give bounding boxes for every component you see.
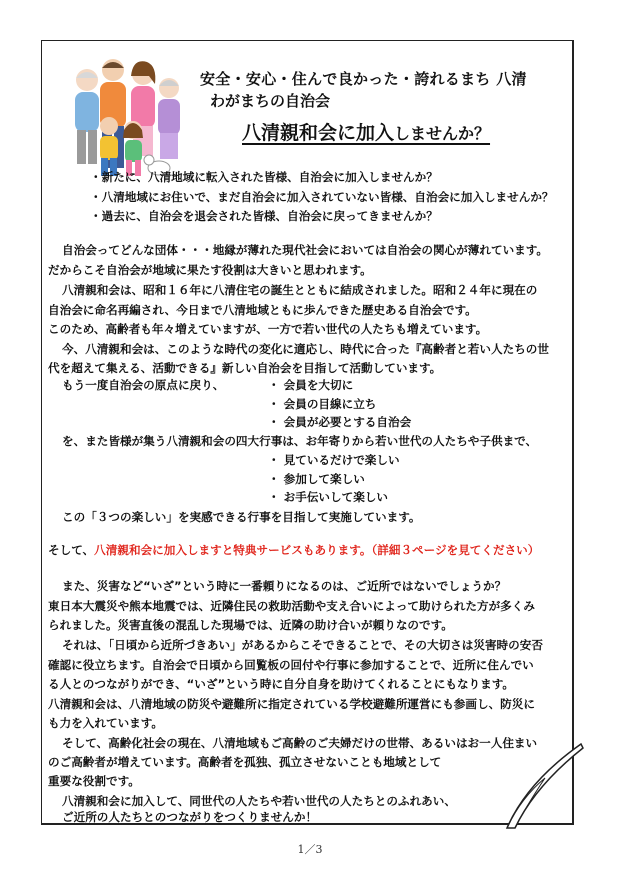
origin-lead: もう一度自治会の原点に戻り、	[62, 378, 225, 392]
body-line: このため、高齢者も年々増えていますが、一方で若い世代の人たちも増えています。	[48, 322, 488, 336]
intro-bullet: ・新たに、八清地域に転入された皆様、自治会に加入しませんか？	[90, 170, 438, 184]
body-line: 確認に役立ちます。自治会で日頃から回覧板の回付や行事に参加することで、近所に住んでい	[48, 658, 534, 672]
family-illustration	[63, 54, 189, 182]
origin-point: ・ 会員が必要とする自治会	[268, 415, 412, 429]
body-line: だからこそ自治会が地域に果たす役割は大きいと思われます。	[48, 263, 372, 277]
events-lead: を、また皆様が集う八清親和会の四大行事は、お年寄りから若い世代の人たちや子供まで、	[62, 434, 538, 448]
page-title-main: 八清親和会に加入	[242, 122, 395, 144]
body-line: 八清親和会は、八清地域の防災や避難所に指定されている学校避難所運営にも参画し、防災に	[48, 697, 535, 711]
page-subtitle: わがまちの自治会	[210, 92, 331, 110]
benefit-prefix: そして、	[48, 543, 95, 557]
intro-bullet: ・過去に、自治会を退会された皆様、自治会に戻ってきませんか？	[90, 209, 438, 223]
benefit-notice	[48, 545, 539, 557]
origin-point: ・ 会員を大切に	[268, 378, 354, 392]
body-line: それは、「日頃から近所づきあい」があるからこそできることで、その大切さは災害時の安否	[62, 638, 543, 652]
slogan: 安全・安心・住んで良かった・誇れるまち 八清	[200, 70, 527, 88]
body-line: 代を超えて集える、活動できる』新しい自治会を目指して活動しています。	[48, 361, 442, 375]
body-line: 自治会に命名再編され、今日まで八清地域ともに歩んできた歴史ある自治会です。	[48, 303, 477, 317]
page-number: 1／3	[297, 843, 323, 856]
benefit-highlight: 八清親和会に加入しますと特典サービスもあります。（詳細３ページを見てください）	[94, 543, 540, 557]
body-line: 今、八清親和会は、このような時代の変化に適応し、時代に合った『高齢者と若い人たちの世	[62, 342, 549, 356]
body-line: そして、高齢化社会の現在、八清地域もご高齢のご夫婦だけの世帯、あるいはお一人住まい	[62, 736, 538, 750]
body-line: られました。災害直後の混乱した現場では、近隣の助け合いが頼りなのです。	[48, 618, 453, 632]
fun-point: ・ お手伝いして楽しい	[268, 490, 388, 504]
page-title	[242, 118, 490, 145]
body-line: ご近所の人たちとのつながりをつくりませんか！	[62, 810, 318, 824]
body-line: のご高齢者が増えています。高齢者を孤独、孤立させないことも地域として	[48, 755, 442, 769]
body-line: 八清親和会は、昭和１６年に八清住宅の誕生とともに結成されました。昭和２４年に現在の	[62, 283, 538, 297]
body-line: る人とのつながりができ、“いざ”という時に自分自身を助けてくれることにもなります。	[48, 677, 515, 691]
body-line: 東日本大震災や熊本地震では、近隣住民の救助活動や支え合いによって助けられた方が多くみ	[48, 599, 535, 613]
page-curl-decoration	[505, 742, 585, 830]
origin-point: ・ 会員の目線に立ち	[268, 397, 377, 411]
body-line: 自治会ってどんな団体・・・地縁が薄れた現代社会においては自治会の関心が薄れています。	[62, 243, 549, 257]
fun-point: ・ 見ているだけで楽しい	[268, 453, 400, 467]
fun-point: ・ 参加して楽しい	[268, 472, 365, 486]
body-line: 八清親和会に加入して、同世代の人たちや若い世代の人たちとのふれあい、	[62, 794, 456, 808]
page-title-tail: しませんか？	[394, 124, 491, 143]
body-line: 重要な役割です。	[48, 774, 140, 788]
fun-close: この「３つの楽しい」を実感できる行事を目指して実施しています。	[62, 510, 421, 524]
body-line: も力を入れています。	[48, 716, 164, 730]
body-line: また、災害など“いざ”という時に一番頼りになるのは、ご近所ではないでしょうか？	[62, 579, 507, 593]
intro-bullet: ・八清地域にお住いで、まだ自治会に加入されていない皆様、自治会に加入しませんか？	[90, 190, 554, 204]
